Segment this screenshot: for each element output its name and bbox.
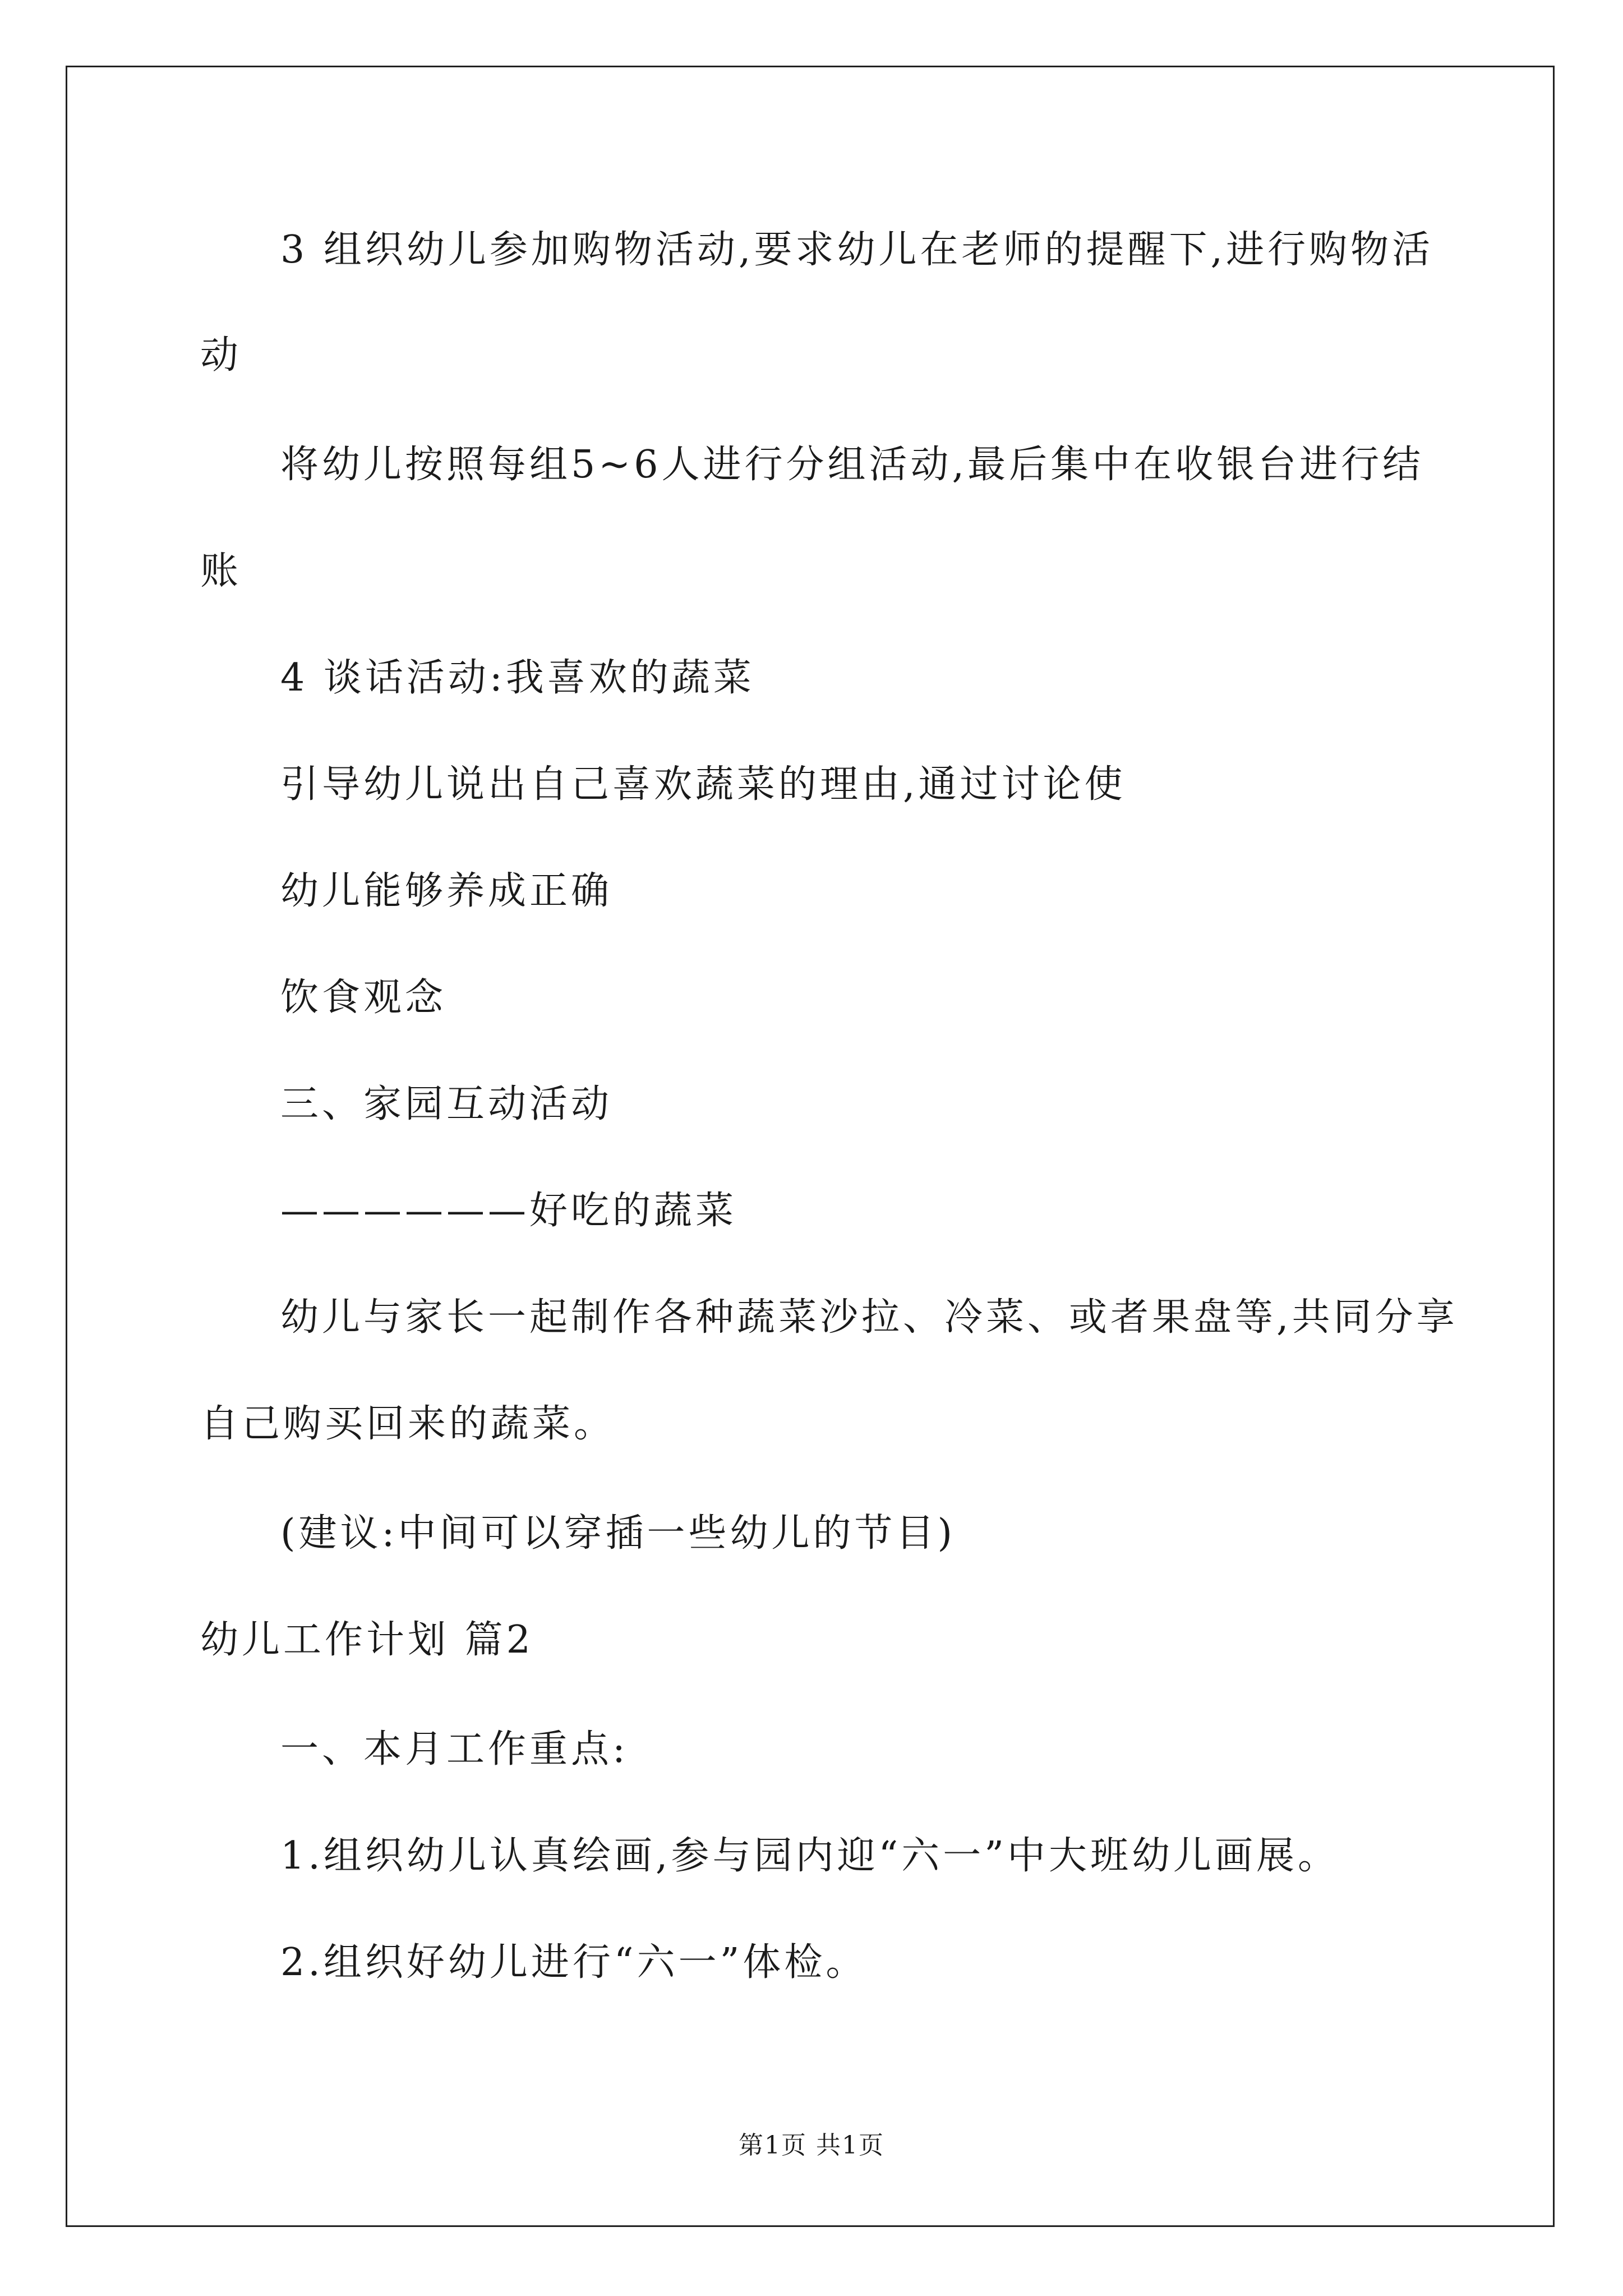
paragraph-line: 饮食观念 xyxy=(280,976,447,1020)
paragraph-line: 引导幼儿说出自己喜欢蔬菜的理由,通过讨论使 xyxy=(280,762,1126,807)
paragraph-line: 4 谈话活动:我喜欢的蔬菜 xyxy=(280,656,755,700)
paragraph-line: ——————好吃的蔬菜 xyxy=(280,1189,737,1233)
paragraph-line: (建议:中间可以穿插一些幼儿的节目) xyxy=(280,1511,956,1556)
page-border xyxy=(66,66,1555,2227)
paragraph-line: 2.组织好幼儿进行“六一”体检。 xyxy=(280,1940,868,1985)
paragraph-line: 幼儿能够养成正确 xyxy=(280,869,613,913)
paragraph-line: 1.组织幼儿认真绘画,参与园内迎“六一”中大班幼儿画展。 xyxy=(280,1834,1340,1878)
section-title: 幼儿工作计划 篇2 xyxy=(200,1618,534,1662)
paragraph-line: 自己购买回来的蔬菜。 xyxy=(200,1402,616,1446)
section-heading: 三、家园互动活动 xyxy=(280,1082,613,1126)
paragraph-line: 将幼儿按照每组5~6人进行分组活动,最后集中在收银台进行结 xyxy=(280,443,1424,487)
paragraph-line: 幼儿与家长一起制作各种蔬菜沙拉、冷菜、或者果盘等,共同分享 xyxy=(280,1295,1458,1340)
page-footer: 第1页 共1页 xyxy=(739,2131,884,2160)
paragraph-line: 账 xyxy=(200,549,242,593)
paragraph-line: 3 组织幼儿参加购物活动,要求幼儿在老师的提醒下,进行购物活 xyxy=(280,228,1434,272)
section-heading: 一、本月工作重点: xyxy=(280,1727,629,1772)
paragraph-line: 动 xyxy=(200,333,242,378)
